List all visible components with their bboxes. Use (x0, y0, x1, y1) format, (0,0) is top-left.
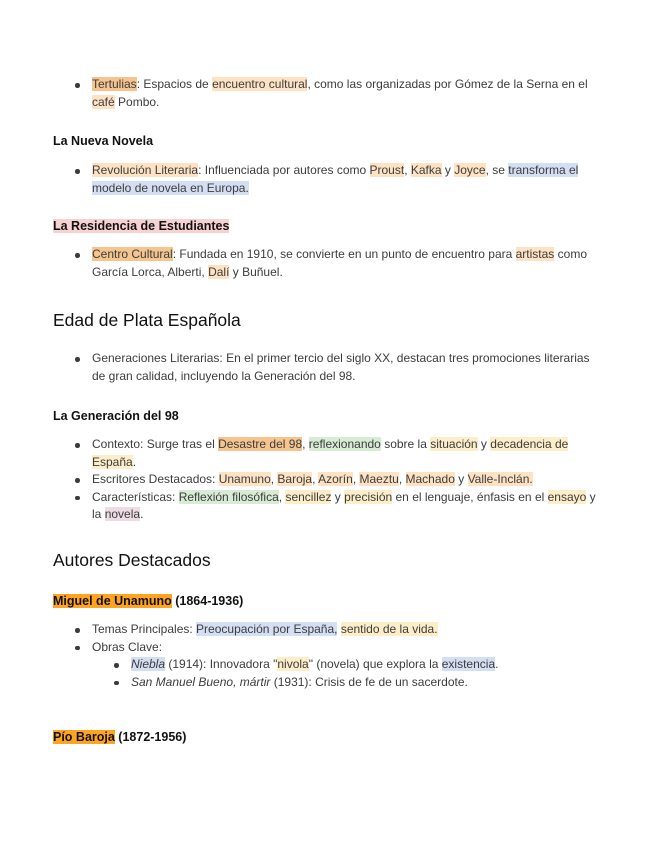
term-revolucion: Revolución Literaria (92, 163, 199, 177)
highlight: Azorín (318, 472, 353, 486)
list-item: Tertulias: Espacios de encuentro cultural, como las organizadas por Gómez de la Serna en el café Pombo. (53, 76, 602, 111)
highlight: Reflexión filosófica (178, 489, 279, 504)
edad-plata-list (53, 350, 602, 385)
nueva-novela-heading (53, 133, 602, 149)
highlight: Maeztu (359, 472, 399, 486)
list-item-temas: Temas Principales: Preocupación por España, sentido de la vida. (53, 621, 602, 639)
list-item: Centro Cultural: Fundada en 1910, se convierte en un punto de encuentro para artistas como García Lorca, Alberti, Dalí y Buñuel. (53, 246, 602, 281)
highlight: sencillez (285, 489, 332, 504)
residencia-heading (53, 218, 602, 234)
author-years: (1864-1936) (171, 594, 244, 608)
highlight: Dalí (208, 264, 230, 279)
highlight: ensayo (547, 489, 587, 504)
nueva-novela-section (53, 162, 602, 197)
obras-sublist (53, 656, 602, 691)
list-item-niebla: Niebla (1914): Innovadora "nivola" (novela) que explora la existencia. (53, 656, 602, 674)
highlight: nivola (277, 657, 309, 671)
residencia-list (53, 246, 602, 281)
list-item: Revolución Literaria: Influenciada por autores como Proust, Kafka y Joyce, se transforma el modelo de novela en Europa. (53, 162, 602, 197)
section-heading: La Residencia de Estudiantes (53, 219, 230, 233)
highlight: encuentro cultural (212, 77, 308, 91)
author-name: Miguel de Unamuno (53, 594, 172, 608)
highlight: transforma el modelo de novela en Europa. (92, 163, 579, 195)
highlight: Kafka (410, 163, 442, 177)
highlight: existencia (441, 657, 496, 671)
section-title: Autores Destacados (53, 550, 211, 570)
work-title: Niebla (131, 657, 166, 671)
tertulias-list (53, 76, 602, 111)
author-name: Pío Baroja (53, 730, 115, 744)
autores-heading (53, 549, 602, 571)
highlight: artistas (515, 247, 555, 261)
section-heading: La Generación del 98 (53, 409, 179, 423)
gen98-section (53, 436, 602, 524)
list-item-contexto: Contexto: Surge tras el Desastre del 98, reflexionando sobre la situación y decadencia de España. (53, 436, 602, 471)
unamuno-heading (53, 593, 602, 609)
highlight: Machado (405, 472, 455, 486)
highlight: situación (430, 437, 478, 451)
highlight: Unamuno (218, 472, 271, 486)
tertulias-section (53, 76, 602, 111)
highlight: reflexionando (308, 437, 381, 451)
highlight: Baroja (277, 472, 313, 486)
highlight: Desastre del 98 (218, 437, 303, 451)
highlight: Joyce (454, 163, 486, 177)
list-item: Generaciones Literarias: En el primer tercio del siglo XX, destacan tres promociones literarias de gran calidad, incluyendo la Generación del 98. (53, 350, 602, 385)
list-item-obras: Obras Clave: (53, 639, 602, 657)
baroja-heading (53, 729, 602, 745)
residencia-section (53, 246, 602, 281)
unamuno-list (53, 621, 602, 656)
author-years: (1872-1956) (114, 730, 187, 744)
highlight: sentido de la vida. (340, 622, 438, 636)
section-heading: La Nueva Novela (53, 134, 154, 148)
gen98-heading (53, 408, 602, 424)
highlight: decadencia de España (92, 437, 569, 469)
highlight: novela (104, 507, 141, 521)
unamuno-section (53, 621, 602, 691)
term-centro-cultural: Centro Cultural (92, 247, 173, 261)
list-item-caracteristicas: Características: Reflexión filosófica, sencillez y precisión en el lenguaje, énfasis en el ensayo y la novela. (53, 489, 602, 524)
list-item-escritores: Escritores Destacados: Unamuno, Baroja, Azorín, Maeztu, Machado y Valle-Inclán. (53, 471, 602, 489)
edad-plata-section (53, 350, 602, 385)
edad-plata-heading (53, 309, 602, 331)
highlight: Proust (369, 163, 405, 177)
highlight: café (92, 94, 115, 109)
gen98-list (53, 436, 602, 524)
term-tertulias: Tertulias (92, 77, 137, 91)
work-title: San Manuel Bueno, mártir (131, 674, 271, 689)
nueva-novela-list (53, 162, 602, 197)
highlight: Preocupación por España, (196, 622, 338, 636)
list-item-san-manuel: San Manuel Bueno, mártir (1931): Crisis de fe de un sacerdote. (53, 674, 602, 692)
section-title: Edad de Plata Española (53, 310, 241, 330)
highlight: precisión (344, 489, 393, 504)
highlight: Valle-Inclán. (467, 472, 533, 486)
